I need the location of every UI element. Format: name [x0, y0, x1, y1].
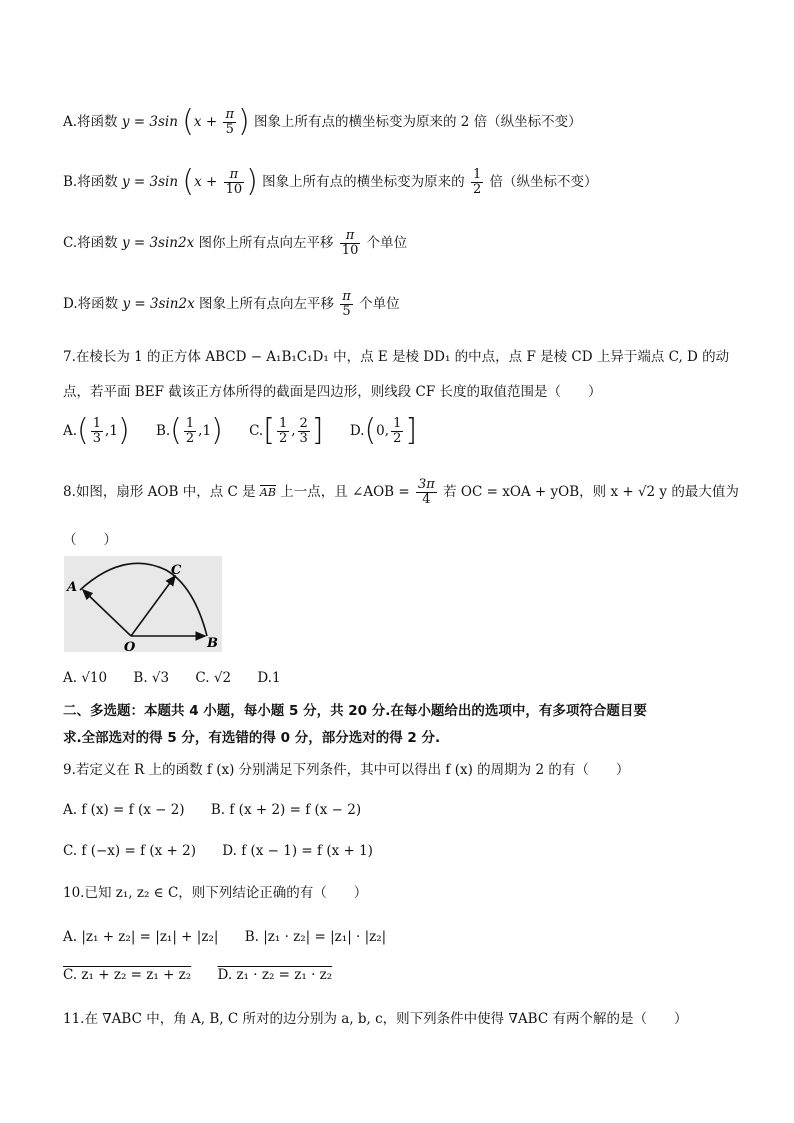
q10-row1 [63, 929, 408, 946]
section2-heading-line2: 求.全部选对的得 5 分，有选错的得 0 分，部分选对的得 2 分. [63, 730, 441, 746]
option-b-prefix: B.将函数 [63, 173, 118, 190]
q7-choice-a: A.( $\frac{1}{3}$ ,1) [63, 413, 130, 448]
label-a: A [67, 580, 78, 595]
q8-suffix: 若 OC = xOA + yOB，则 x + √2 y 的最大值为 [443, 484, 739, 501]
q7-stem-line2: 点，若平面 BEF 截该正方体所得的截面是四边形，则线段 CF 长度的取值范围是（ ） [63, 384, 602, 400]
option-c-line [63, 229, 407, 257]
q8-choice-c: C. √2 [195, 670, 232, 687]
sector-figure [64, 556, 222, 652]
q8-angle-fraction: $\frac{3\pi}{4}$ [418, 477, 435, 507]
q8-choice-d: D.1 [257, 670, 281, 687]
option-b-suffix: 倍（纵坐标不变） [489, 173, 598, 190]
option-c-suffix: 个单位 [366, 235, 408, 252]
option-b-inner: x + [194, 173, 218, 190]
q9-choice-c: C. f (−x) = f (x + 2) [63, 843, 196, 860]
q11-stem: 11.在 ∇ABC 中，角 A, B, C 所对的边分别为 a, b, c，则下列条件中使得 ∇ABC 有两个解的是（ ） [63, 1011, 688, 1027]
label-o: O [124, 640, 136, 652]
option-d-prefix: D.将函数 [63, 296, 119, 313]
vector-oc [131, 576, 175, 636]
option-c-equation: y = 3sin2x [121, 235, 195, 252]
option-a-prefix: A.将函数 [63, 113, 118, 130]
option-d-equation: y = 3sin2x [122, 296, 195, 313]
q7-choices [63, 413, 439, 449]
option-d-suffix: 个单位 [359, 296, 400, 313]
option-a-line: A.将函数 y = 3sin (x + $\frac{\pi}{5}$ ) 图象上所有点的横坐标变为原来的 2 倍（纵坐标不变） [63, 104, 582, 139]
option-d-line [63, 290, 400, 318]
q8-choices [63, 670, 303, 687]
q7-choice-c: C.[ $\frac{1}{2}$ , $\frac{2}{3}$ ] [249, 413, 324, 448]
q9-row1 [63, 802, 383, 819]
q10-choice-d: D. z₁ · z₂ = z₁ · z₂ [217, 967, 333, 984]
vector-oa [83, 590, 131, 636]
option-a-equation: y = 3sin [121, 113, 178, 130]
option-a-fraction: $\frac{\pi}{5}$ [225, 106, 234, 137]
q8-stem [63, 478, 739, 506]
option-c-text: 图你上所有点向左平移 [198, 235, 334, 252]
option-b-fraction: $\frac{\pi}{10}$ [225, 166, 243, 197]
sector-diagram [64, 556, 222, 652]
q9-stem: 9.若定义在 R 上的函数 f (x) 分别满足下列条件，其中可以得出 f (x) 的周期为 2 的有（ ） [63, 762, 630, 778]
q9-choice-b: B. f (x + 2) = f (x − 2) [210, 802, 362, 819]
option-c-prefix: C.将函数 [63, 235, 118, 252]
q8-choice-a: A. √10 [63, 670, 108, 687]
q7-choice-b: B.( $\frac{1}{2}$ ,1) [155, 413, 223, 448]
option-b-text: 图象上所有点的横坐标变为原来的 [262, 173, 465, 190]
option-b-half: $\frac{1}{2}$ [472, 166, 482, 197]
q9-choice-d: D. f (x − 1) = f (x + 1) [222, 843, 373, 860]
sector-arc [80, 563, 207, 636]
option-c-fraction: $\frac{\pi}{10}$ [341, 228, 359, 258]
q7-choice-d: D.(0, $\frac{1}{2}$ ] [349, 413, 418, 448]
q9-row2 [63, 843, 395, 860]
option-b-line: B.将函数 y = 3sin (x + $\frac{\pi}{10}$ ) 图象上所有点的横坐标变为原来的 $\frac{1}{2}$ 倍（纵坐标不变） [63, 164, 598, 199]
option-b-equation: y = 3sin [122, 173, 179, 190]
label-b: B [207, 636, 218, 651]
q9-choice-a: A. f (x) = f (x − 2) [63, 802, 185, 819]
q8-middle: 上一点，且 ∠AOB = [280, 484, 410, 501]
section2-heading-line1: 二、多选题：本题共 4 小题，每小题 5 分，共 20 分.在每小题给出的选项中，有多项符合题目要 [63, 703, 647, 719]
q10-stem: 10.已知 z₁, z₂ ∈ C，则下列结论正确的有（ ） [63, 885, 368, 901]
q8-arc: AB [259, 485, 276, 499]
q10-choice-a: A. |z₁ + z₂| = |z₁| + |z₂| [63, 929, 219, 946]
q8-choice-b: B. √3 [133, 670, 170, 687]
q8-prefix: 8.如图，扇形 AOB 中，点 C 是 [63, 484, 256, 501]
q8-paren: （ ） [63, 532, 117, 548]
q10-choice-c: C. z₁ + z₂ = z₁ + z₂ [63, 967, 192, 984]
label-c: C [171, 563, 182, 578]
option-a-text: 图象上所有点的横坐标变为原来的 2 倍（纵坐标不变） [254, 113, 582, 130]
option-d-text: 图象上所有点向左平移 [199, 296, 334, 313]
option-d-fraction: $\frac{\pi}{5}$ [342, 289, 351, 319]
q10-row2 [63, 967, 354, 984]
option-a-inner: x + [193, 113, 218, 130]
q10-choice-b: B. |z₁ · z₂| = |z₁| · |z₂| [244, 929, 387, 946]
q7-stem-line1: 7.在棱长为 1 的正方体 ABCD − A₁B₁C₁D₁ 中，点 E 是棱 DD₁ 的中点，点 F 是棱 CD 上异于端点 C, D 的动 [63, 349, 730, 365]
